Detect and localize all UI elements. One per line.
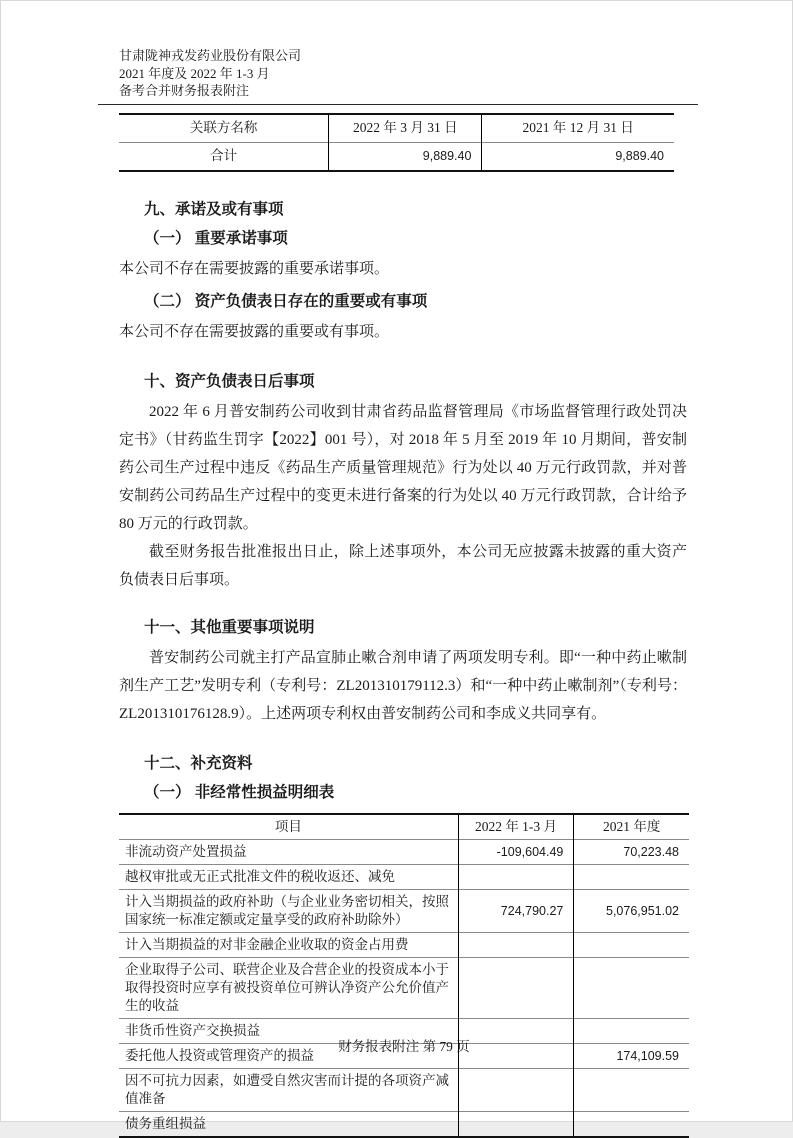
table-header-row [119,814,689,840]
report-period: 2021 年度及 2022 年 1-3 月 [119,65,270,81]
table-row [119,142,674,171]
table-row [119,1111,689,1137]
section-12-sub-1-title: （一） 非经常性损益明细表 [144,783,335,801]
amount-cell [574,932,689,957]
column-header: 关联方名称 [189,120,258,135]
item-cell: 非流动资产处置损益 [119,839,458,864]
section-9-sub-2-title: （二） 资产负债表日存在的重要或有事项 [144,292,428,310]
table-row [119,932,689,957]
item-cell: 计入当期损益的政府补助（与企业业务密切相关，按照国家统一标准定额或定量享受的政府补助除外） [119,889,458,932]
column-header: 2022 年 1-3 月 [458,814,574,840]
amount-cell [458,864,574,889]
amount-cell [458,957,574,1018]
section-11-title: 十一、其他重要事项说明 [144,618,315,636]
amount-cell: 174,109.59 [574,1043,689,1068]
amount-cell [574,957,689,1018]
amount-cell: 9,889.40 [482,142,674,171]
section-10-title: 十、资产负债表日后事项 [144,372,315,390]
item-cell: 委托他人投资或管理资产的损益 [119,1043,458,1068]
item-cell: 计入当期损益的对非金融企业收取的资金占用费 [119,932,458,957]
section-9-sub-2-body: 本公司不存在需要披露的重要或有事项。 [119,323,390,340]
amount-cell [574,864,689,889]
amount-cell [458,1111,574,1137]
table-row [119,889,689,932]
section-12-title: 十二、补充资料 [144,754,253,772]
related-party-table [119,113,674,172]
column-header: 2022 年 3 月 31 日 [329,114,482,143]
section-9-title: 九、承诺及或有事项 [144,200,284,218]
company-name: 甘肃陇神戎发药业股份有限公司 [119,48,302,63]
item-cell: 债务重组损益 [119,1111,458,1137]
row-label: 合计 [119,142,329,171]
table-row [119,957,689,1018]
amount-cell [458,932,574,957]
document-title: 备考合并财务报表附注 [119,83,250,98]
column-header: 2021 年 12 月 31 日 [482,114,674,143]
nonrecurring-items-table [119,813,689,1138]
amount-cell: 5,076,951.02 [574,889,689,932]
section-9-sub-1-title: （一） 重要承诺事项 [144,229,288,247]
header-divider [98,104,698,105]
table-header-row [119,114,674,143]
document-header [119,47,687,100]
table-row [119,1068,689,1111]
column-header: 项目 [274,818,302,834]
amount-cell: 70,223.48 [574,839,689,864]
item-cell: 企业取得子公司、联营企业及合营企业的投资成本小于取得投资时应享有被投资单位可辨认净资产公允价值产生的收益 [119,957,458,1018]
amount-cell: 9,889.40 [329,142,482,171]
amount-cell [574,1068,689,1111]
section-10-paragraph-2: 截至财务报告批准报出日止，除上述事项外，本公司无应披露未披露的重大资产负债表日后事项。 [119,543,687,588]
table-row [119,864,689,889]
item-cell: 因不可抗力因素，如遭受自然灾害而计提的各项资产减值准备 [119,1068,458,1111]
amount-cell [458,1068,574,1111]
item-cell: 越权审批或无正式批准文件的税收返还、减免 [119,864,458,889]
item-cell: 非货币性资产交换损益 [119,1018,458,1043]
section-9-sub-1-body: 本公司不存在需要披露的重要承诺事项。 [119,260,390,277]
amount-cell [574,1111,689,1137]
table-row [119,839,689,864]
section-10-paragraph-1: 2022 年 6 月普安制药公司收到甘肃省药品监督管理局《市场监督管理行政处罚决定书》（甘药监生罚字【2022】001 号），对 2018 年 5 月至 2019 年 10 月期间，普安制药公司生产过程中违反《药品生产质量管理规范》行为处以 40 万元行政罚款，并对普安制药公司药品生产过程中的变更未进行备案的行为处以 40 万元行政罚款，合计给予 80 万元的行政罚款。 [119,403,687,532]
amount-cell: 724,790.27 [458,889,574,932]
section-11-paragraph-1: 普安制药公司就主打产品宣肺止嗽合剂申请了两项发明专利。即“一种中药止嗽制剂生产工艺”发明专利（专利号：ZL201310179112.3）和“一种中药止嗽制剂”（专利号：ZL201310176128.9）。上述两项专利权由普安制药公司和李成义共同享有。 [119,649,687,722]
page-footer: 财务报表附注 第 79 页 [338,1039,470,1054]
column-header: 2021 年度 [574,814,689,840]
amount-cell: -109,604.49 [458,839,574,864]
